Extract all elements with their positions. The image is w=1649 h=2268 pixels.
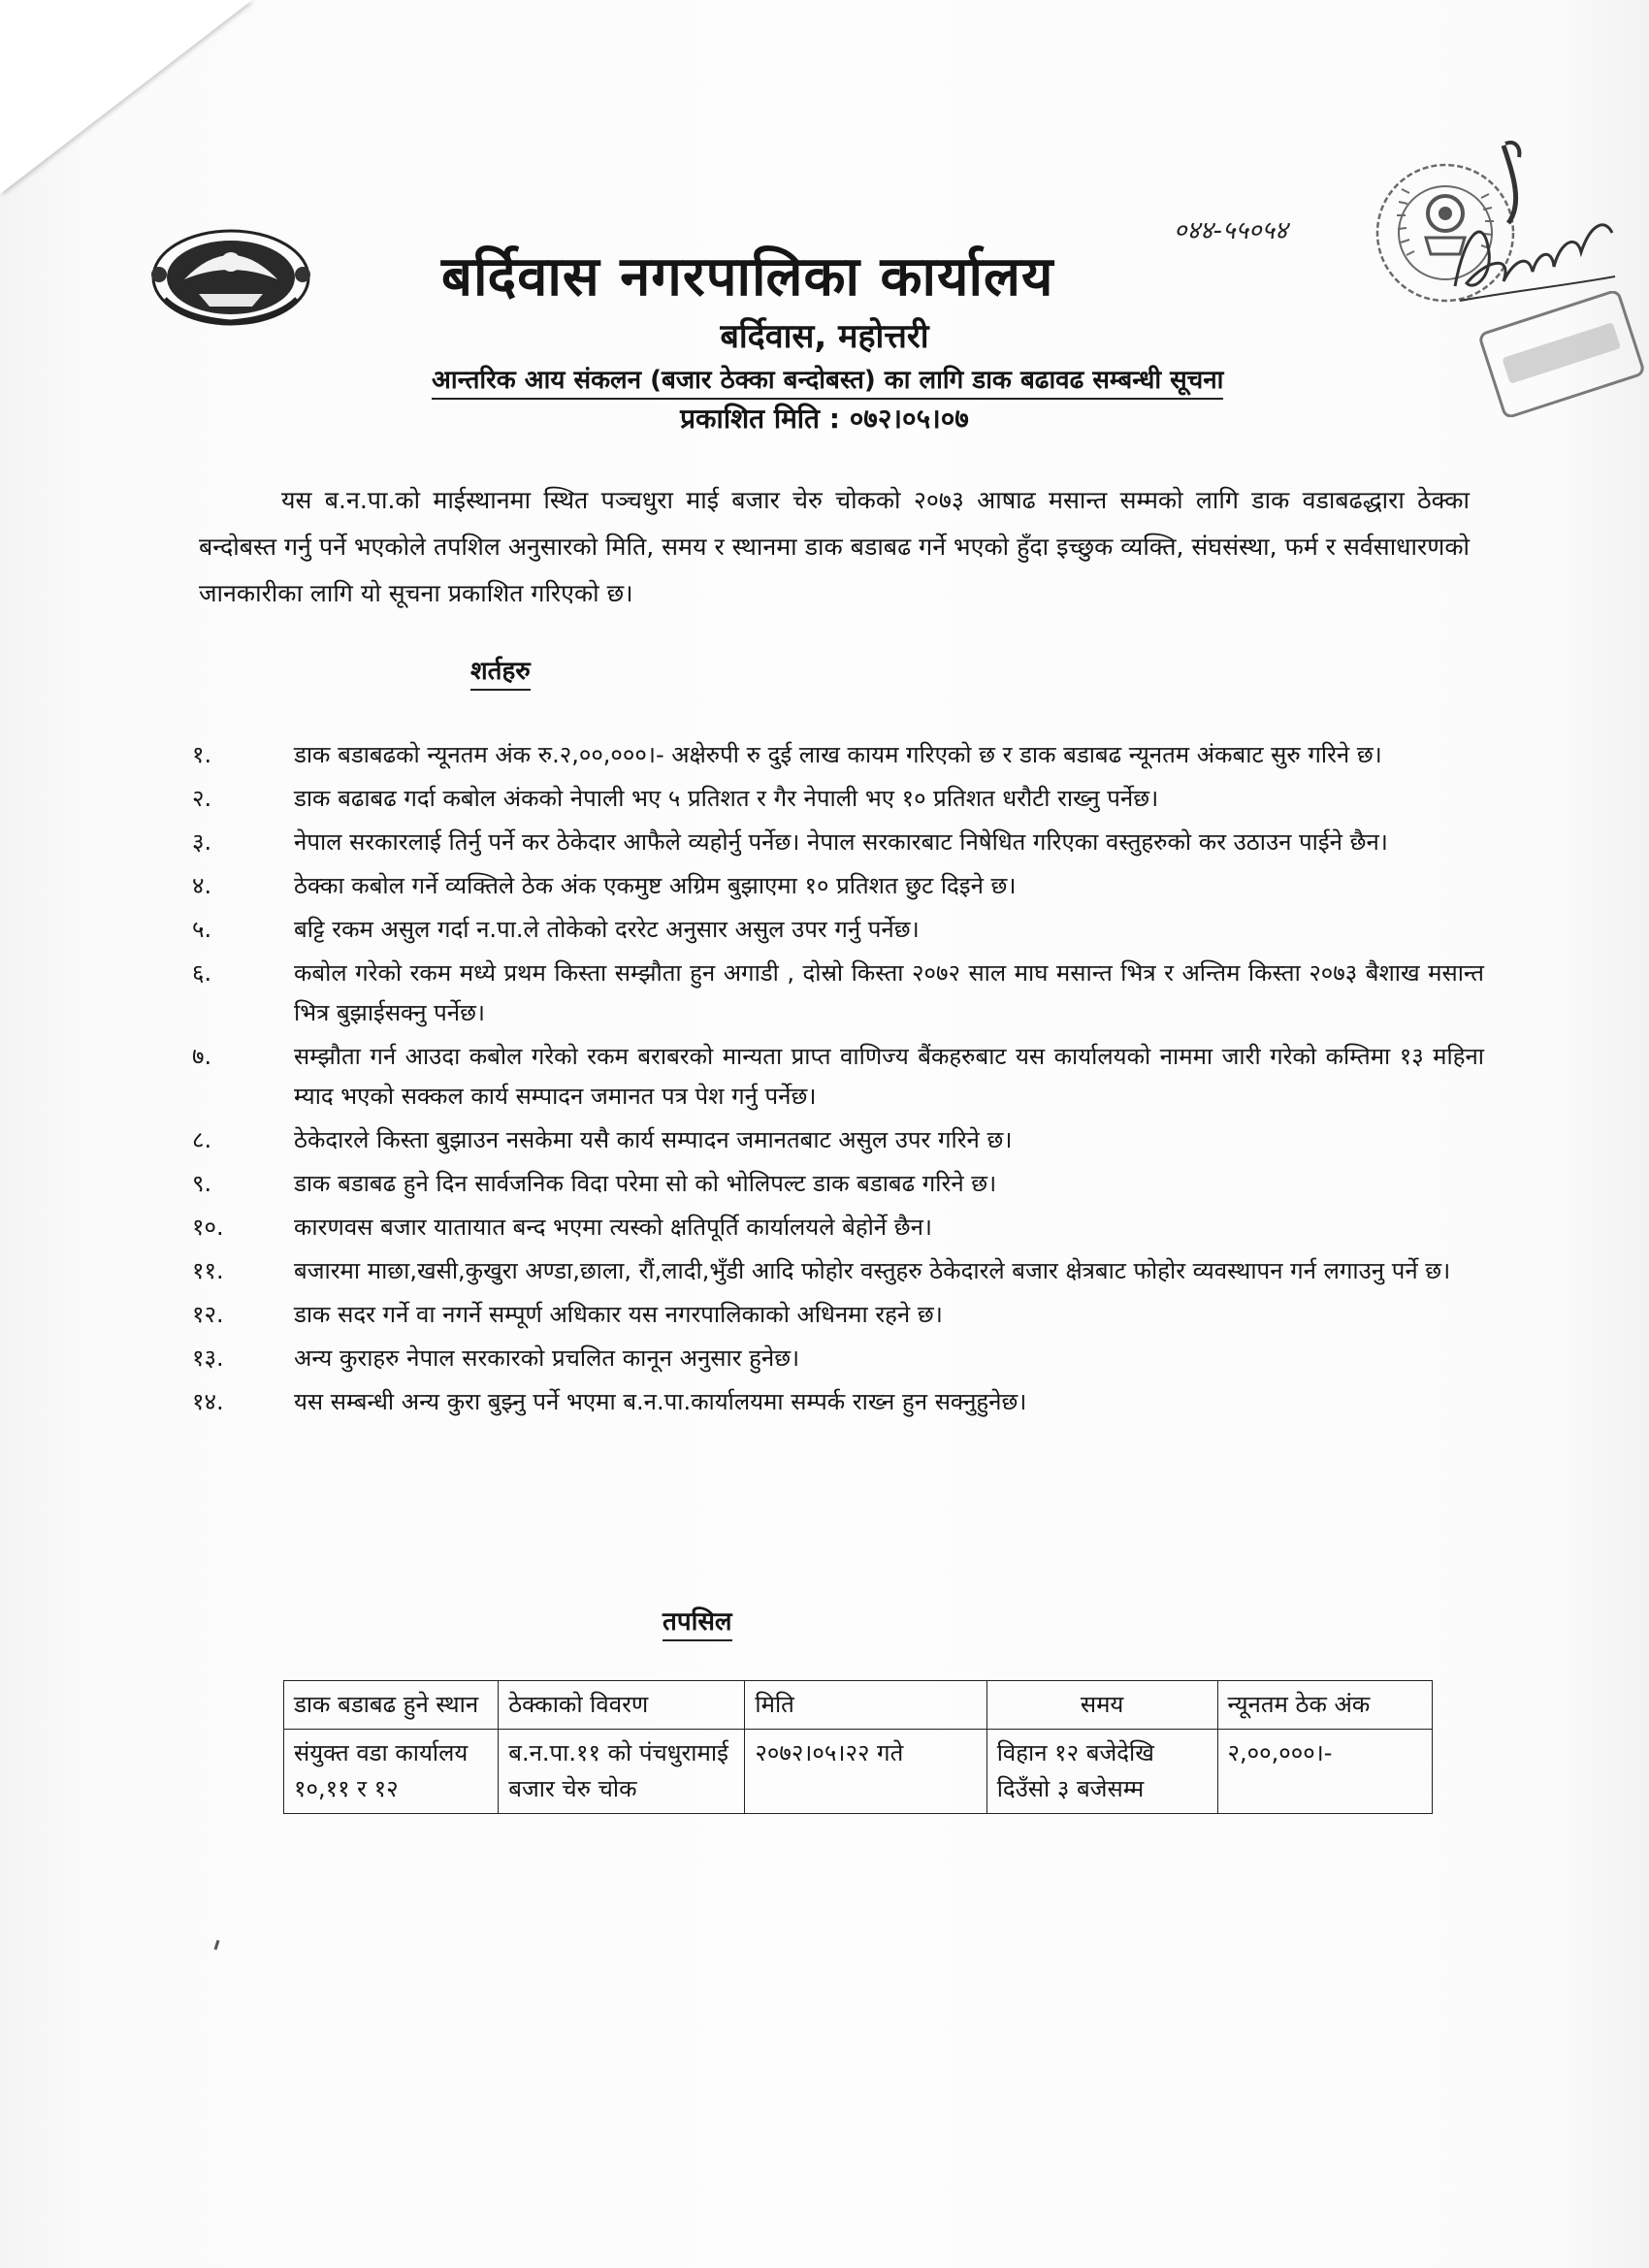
table-header-row — [284, 1681, 1433, 1730]
condition-item — [184, 1382, 1484, 1422]
cell-minimum-amount: २,००,०००।- — [1217, 1730, 1432, 1814]
condition-text: डाक बडाबढ हुने दिन सार्वजनिक विदा परेमा सो को भोलिपल्ट डाक बडाबढ गरिने छ। — [294, 1170, 997, 1197]
condition-number: ४. — [192, 872, 212, 899]
condition-number: ६. — [192, 959, 212, 987]
publish-date: प्रकाशित मिति : ०७२।०५।०७ — [680, 403, 969, 435]
condition-number: १०. — [192, 1214, 224, 1241]
condition-text: कबोल गरेको रकम मध्ये प्रथम किस्ता सम्झौता हुन अगाडी , दोस्रो किस्ता २०७२ साल माघ मसान्त भित्र र अन्तिम किस्ता २०७३ बैशाख मसान्त भित्र बुझाईसक्नु पर्नेछ। — [294, 959, 1484, 1026]
reference-number: ०४४-५५०५४ — [1174, 216, 1288, 245]
condition-number: ८. — [192, 1126, 212, 1153]
condition-number: ११. — [192, 1257, 224, 1284]
condition-text: नेपाल सरकारलाई तिर्नु पर्ने कर ठेकेदार आफैले व्यहोर्नु पर्नेछ। नेपाल सरकारबाट निषेधित गरिएका वस्तुहरुको कर उठाउन पाईने छैन। — [294, 828, 1388, 856]
condition-number: १४. — [192, 1388, 224, 1415]
condition-number: २. — [192, 785, 212, 812]
folded-corner — [0, 0, 252, 194]
column-header-place: डाक बडाबढ हुने स्थान — [284, 1681, 499, 1730]
column-header-date: मिति — [745, 1681, 986, 1730]
conditions-heading: शर्तहरु — [470, 652, 531, 691]
condition-text: बजारमा माछा,खसी,कुखुरा अण्डा,छाला, रौं,लादी,भुँडी आदि फोहोर वस्तुहरु ठेकेदारले बजार क्षेत्रबाट फोहोर व्यवस्थापन गर्न लगाउनु पर्ने छ। — [294, 1257, 1451, 1284]
condition-item — [184, 1339, 1484, 1378]
condition-text: कारणवस बजार यातायात बन्द भएमा त्यस्को क्षतिपूर्ति कार्यालयले बेहोर्ने छैन। — [294, 1214, 932, 1241]
condition-text: डाक सदर गर्ने वा नगर्ने सम्पूर्ण अधिकार यस नगरपालिकाको अधिनमा रहने छ। — [294, 1301, 943, 1328]
condition-number: १३. — [192, 1345, 224, 1372]
cell-time: विहान १२ बजेदेखि दिउँसो ३ बजेसम्म — [986, 1730, 1217, 1814]
notice-title: आन्तरिक आय संकलन (बजार ठेक्का बन्दोबस्त) का लागि डाक बढावढ सम्बन्धी सूचना — [432, 361, 1223, 400]
condition-number: १. — [192, 741, 212, 768]
condition-item — [184, 954, 1484, 1033]
condition-item — [184, 1295, 1484, 1335]
condition-number: ३. — [192, 828, 212, 856]
condition-text: सम्झौता गर्न आउदा कबोल गरेको रकम बराबरको मान्यता प्राप्त वाणिज्य बैंकहरुबाट यस कार्यालयको नाममा जारी गरेको कम्तिमा १३ महिना म्याद भएको सक्कल कार्य सम्पादन जमानत पत्र पेश गर्नु पर्नेछ। — [294, 1043, 1484, 1110]
condition-item — [184, 1164, 1484, 1204]
condition-number: ९. — [192, 1170, 212, 1197]
condition-item — [184, 823, 1484, 862]
condition-number: १२. — [192, 1301, 224, 1328]
condition-number: ७. — [192, 1043, 212, 1070]
column-header-description: ठेक्काको विवरण — [499, 1681, 745, 1730]
cell-place: संयुक्त वडा कार्यालय १०,११ र १२ — [284, 1730, 499, 1814]
condition-item — [184, 866, 1484, 906]
office-address: बर्दिवास, महोत्तरी — [720, 317, 929, 356]
condition-text: बट्टि रकम असुल गर्दा न.पा.ले तोकेको दररेट अनुसार असुल उपर गर्नु पर्नेछ। — [294, 916, 920, 943]
condition-text: ठेकेदारले किस्ता बुझाउन नसकेमा यसै कार्य सम्पादन जमानतबाट असुल उपर गरिने छ। — [294, 1126, 1013, 1153]
schedule-heading: तपसिल — [663, 1603, 732, 1641]
condition-item — [184, 1208, 1484, 1247]
conditions-list — [184, 735, 1484, 1426]
condition-text: अन्य कुराहरु नेपाल सरकारको प्रचलित कानून अनुसार हुनेछ। — [294, 1345, 800, 1372]
condition-number: ५. — [192, 916, 212, 943]
cell-date: २०७२।०५।२२ गते — [745, 1730, 986, 1814]
condition-text: डाक बडाबढको न्यूनतम अंक रु.२,००,०००।- अक्षेरुपी रु दुई लाख कायम गरिएको छ र डाक बडाबढ न्यूनतम अंकबाट सुरु गरिने छ। — [294, 741, 1382, 768]
intro-paragraph: यस ब.न.पा.को माईस्थानमा स्थित पञ्चधुरा माई बजार चेरु चोकको २०७३ आषाढ मसान्त सम्मको लागि डाक वडाबढद्धारा ठेक्का बन्दोबस्त गर्नु पर्ने भएकोले तपशिल अनुसारको मिति, समय र स्थानमा डाक बडाबढ गर्ने भएको हुँदा इच्छुक व्यक्ति, संघसंस्था, फर्म र सर्वसाधारणको जानकारीका लागि यो सूचना प्रकाशित गरिएको छ। — [199, 486, 1470, 607]
column-header-time: समय — [986, 1681, 1217, 1730]
condition-item — [184, 735, 1484, 775]
schedule-table — [283, 1680, 1433, 1814]
table-row — [284, 1730, 1433, 1814]
condition-item — [184, 910, 1484, 950]
condition-item — [184, 1037, 1484, 1117]
condition-text: डाक बढाबढ गर्दा कबोल अंकको नेपाली भए ५ प्रतिशत र गैर नेपाली भए १० प्रतिशत धरौटी राख्नु पर्नेछ। — [294, 785, 1159, 812]
condition-text: ठेक्का कबोल गर्ने व्यक्तिले ठेक अंक एकमुष्ट अग्रिम बुझाएमा १० प्रतिशत छुट दिइने छ। — [294, 872, 1017, 899]
condition-item — [184, 779, 1484, 819]
office-name: बर्दिवास नगरपालिका कार्यालय — [441, 245, 1054, 308]
condition-text: यस सम्बन्धी अन्य कुरा बुझ्नु पर्ने भएमा ब.न.पा.कार्यालयमा सम्पर्क राख्न हुन सक्नुहुनेछ। — [294, 1388, 1027, 1415]
condition-item — [184, 1251, 1484, 1291]
condition-item — [184, 1120, 1484, 1160]
column-header-minimum-amount: न्यूनतम ठेक अंक — [1217, 1681, 1432, 1730]
cell-description: ब.न.पा.११ को पंचधुरामाई बजार चेरु चोक — [499, 1730, 745, 1814]
